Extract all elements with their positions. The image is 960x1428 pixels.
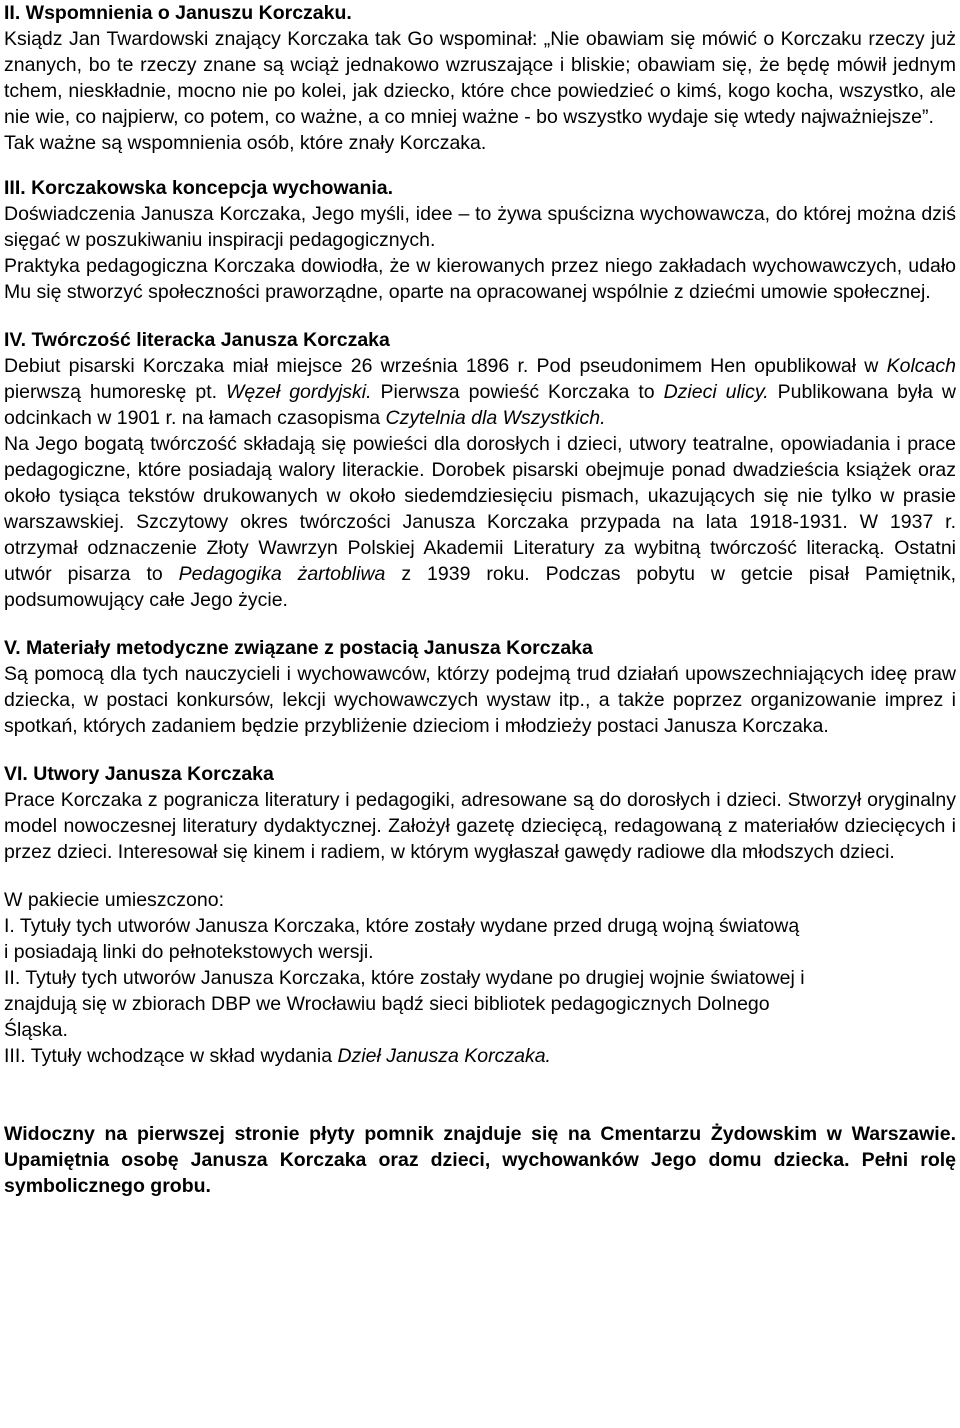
section-5-paragraph-1: Są pomocą dla tych nauczycieli i wychowawców, którzy podejmą trud działań upowszechniających ideę praw dziecka, w postaci konkursów, lekcji wychowawczych wystaw itp., a także poprzez organizowanie imprez i spotkań, których zadaniem będzie przybliżenie dzieciom i młodzieży postaci Janusza Korczaka. bbox=[4, 663, 956, 737]
section-6-paragraph-1: Prace Korczaka z pogranicza literatury i pedagogiki, adresowane są do dorosłych i dzieci. Stworzył oryginalny model nowoczesnej literatury dydaktycznej. Założył gazetę dziecięcą, redagowaną z materiałów dziecięcych i przez dzieci. Interesował się kinem i radiem, w którym wygłaszał gawędy radiowe dla młodszych dzieci. bbox=[4, 789, 956, 863]
section-2-paragraph-1: Ksiądz Jan Twardowski znający Korczaka tak Go wspominał: „Nie obawiam się mówić o Korczaku rzeczy już znanych, bo te rzeczy znane są wciąż jednakowo wzruszające i bliskie; obawiam się, że będę mówił jednym tchem, nieskładnie, mocno nie po kolei, jak dziecko, które chce powiedzieć o kimś, kogo kocha, wszystko, ale nie wie, co najpierw, co potem, co ważne, a co mniej ważne - bo wszystko wydaje się wtedy najważniejsze”. bbox=[4, 28, 956, 128]
text-run: Na Jego bogatą twórczość składają się powieści dla dorosłych i dzieci, utwory teatralne, opowiadania i prace pedagogiczne, które posiadają walory literackie. Dorobek pisarski obejmuje ponad dwadzieścia książek oraz około tysiąca tekstów drukowanych w około siedemdziesięciu pismach, ukazujących się nie tylko w prasie warszawskiej. Szczytowy okres twórczości Janusza Korczaka przypada na lata 1918-1931. W 1937 r. otrzymał odznaczenie Złoty Wawrzyn Polskiej Akademii Literatury za wybitną twórczość literacką. Ostatni utwór pisarza to bbox=[4, 433, 956, 585]
section-5-heading: V. Materiały metodyczne związane z postacią Janusza Korczaka bbox=[4, 637, 593, 659]
package-item-3 bbox=[4, 1043, 956, 1069]
text-run: III. Tytuły wchodzące w skład wydania bbox=[4, 1045, 338, 1067]
package-item-2-line-3: Śląska. bbox=[4, 1019, 68, 1041]
text-run: Pierwsza powieść Korczaka to bbox=[371, 381, 664, 403]
section-3-paragraph-1: Doświadczenia Janusza Korczaka, Jego myśli, idee – to żywa spuścizna wychowawcza, do której można dziś sięgać w poszukiwaniu inspiracji pedagogicznych. bbox=[4, 203, 956, 251]
section-3-heading: III. Korczakowska koncepcja wychowania. bbox=[4, 177, 394, 199]
italic-title: Dzieł Janusza Korczaka. bbox=[337, 1045, 551, 1067]
italic-title: Kolcach bbox=[886, 355, 956, 377]
spacer bbox=[4, 305, 956, 327]
section-2-paragraph-2: Tak ważne są wspomnienia osób, które znały Korczaka. bbox=[4, 132, 487, 154]
closing-paragraph: Widoczny na pierwszej stronie płyty pomnik znajduje się na Cmentarzu Żydowskim w Warszawie. Upamiętnia osobę Janusza Korczaka oraz dzieci, wychowanków Jego domu dziecka. Pełni rolę symbolicznego grobu. bbox=[4, 1123, 956, 1197]
package-item-1-line-2: i posiadają linki do pełnotekstowych wersji. bbox=[4, 941, 374, 963]
section-4-heading: IV. Twórczość literacka Janusza Korczaka bbox=[4, 329, 390, 351]
section-3-paragraph-2: Praktyka pedagogiczna Korczaka dowiodła, że w kierowanych przez niego zakładach wychowawczych, udało Mu się stworzyć społeczności praworządne, oparte na opracowanej wspólnie z dziećmi umowie społecznej. bbox=[4, 255, 956, 303]
text-run: z 1939 roku. Podczas pobytu w getcie pisał Pamiętnik, podsumowujący całe Jego życie. bbox=[4, 563, 957, 611]
package-item-2-line-2: znajdują się w zbiorach DBP we Wrocławiu bądź sieci bibliotek pedagogicznych Dolnego bbox=[4, 993, 770, 1015]
section-4-paragraph-1 bbox=[4, 353, 956, 431]
italic-title: Pedagogika żartobliwa bbox=[178, 563, 386, 585]
section-2-heading: II. Wspomnienia o Januszu Korczaku. bbox=[4, 2, 352, 24]
text-run: Publikowana była w odcinkach w 1901 r. na łamach czasopisma bbox=[4, 381, 956, 429]
section-4-paragraph-2 bbox=[4, 431, 956, 613]
spacer bbox=[4, 156, 956, 175]
italic-title: Czytelnia dla Wszystkich. bbox=[385, 407, 606, 429]
package-item-2-line-1: II. Tytuły tych utworów Janusza Korczaka, które zostały wydane po drugiej wojnie światowej i bbox=[4, 967, 805, 989]
italic-title: Dzieci ulicy. bbox=[663, 381, 769, 403]
spacer bbox=[4, 865, 956, 887]
italic-title: Węzeł gordyjski. bbox=[226, 381, 372, 403]
package-intro: W pakiecie umieszczono: bbox=[4, 889, 225, 911]
text-run: Debiut pisarski Korczaka miał miejsce 26 września 1896 r. Pod pseudonimem Hen opublikował w bbox=[4, 355, 887, 377]
spacer bbox=[4, 739, 956, 761]
package-item-1-line-1: I. Tytuły tych utworów Janusza Korczaka, które zostały wydane przed drugą wojną światową bbox=[4, 915, 800, 937]
spacer bbox=[4, 1069, 956, 1121]
document-page bbox=[4, 0, 956, 1199]
section-6-heading: VI. Utwory Janusza Korczaka bbox=[4, 763, 274, 785]
text-run: pierwszą humoreskę pt. bbox=[4, 381, 227, 403]
spacer bbox=[4, 613, 956, 635]
